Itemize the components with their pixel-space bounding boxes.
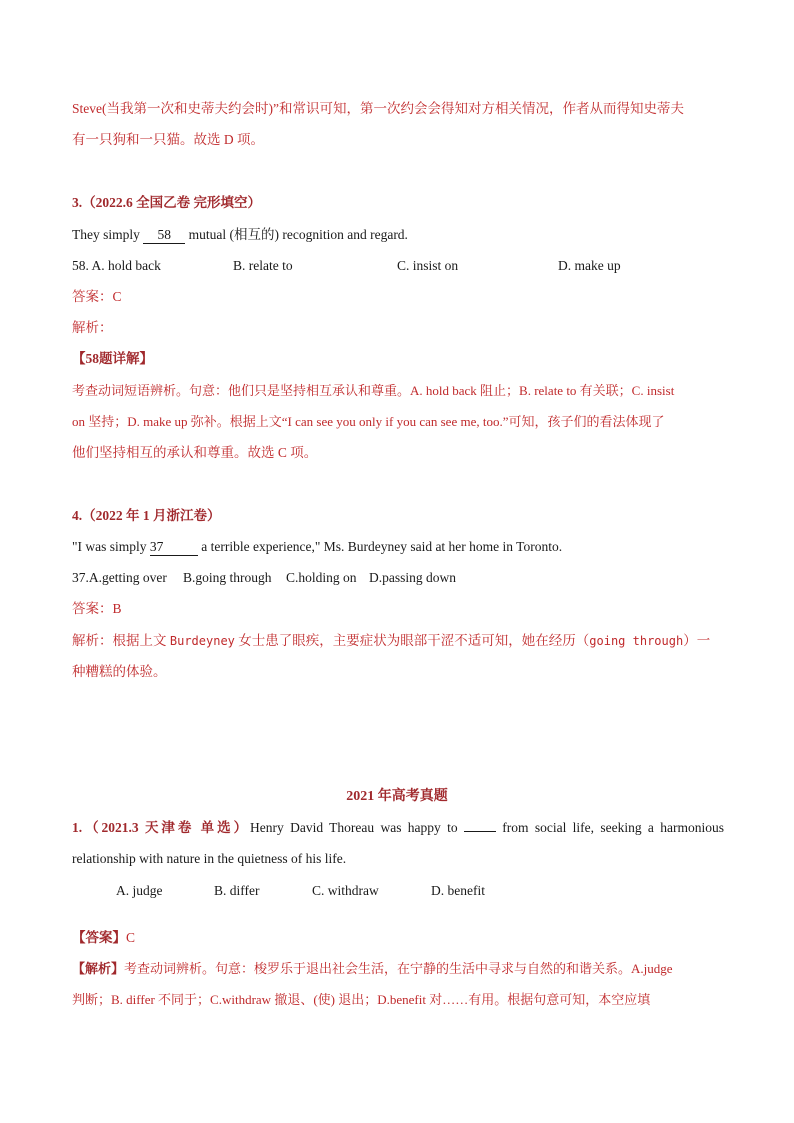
q3-header: 3.（2022.6 全国乙卷 完形填空）: [72, 195, 261, 210]
q3-detail-line-2: on 坚持；D. make up 弥补。根据上文“I can see you only if you can see me, too.”可知，孩子们的看法体现了: [72, 414, 665, 429]
option-withdraw: C. withdraw: [312, 883, 379, 898]
section-2021-title: 2021 年高考真题: [346, 789, 448, 804]
q4-analysis-line-1: 解析：根据上文 Burdeyney 女士患了眼疾，主要症状为眼部干涩不适可知，她在经历（going through）一: [72, 633, 711, 648]
q4-option-d: D.passing down: [369, 570, 456, 585]
option-judge: A. judge: [116, 883, 163, 898]
section-2021-q1-line-1: 1.（2021.3 天津卷 单选）Henry David Thoreau was happy to from social life, seeking a harmonious: [72, 820, 724, 835]
top-en-text: Steve: [72, 101, 102, 116]
q3-number-option-a: 58. A. hold back: [72, 258, 161, 273]
section-2021-answer: 【答案】C: [72, 930, 136, 945]
section-2021-q1-line-2: relationship with nature in the quietness of his life.: [72, 851, 347, 866]
q4-option-b: B.going through: [183, 570, 272, 585]
q3-option-b: B. relate to: [233, 258, 293, 273]
top-analysis-line-2: 有一只狗和一只猫。故选 D 项。: [72, 132, 264, 147]
q4-option-a: 37.A.getting over: [72, 570, 167, 585]
section-2021-analysis-line-1: 【解析】考查动词辨析。句意：梭罗乐于退出社会生活，在宁静的生活中寻求与自然的和谐关系。A.judge: [72, 961, 673, 976]
q3-blank: 58: [143, 226, 185, 244]
top-analysis-line-1: [72, 99, 724, 119]
q3-option-c: C. insist on: [397, 258, 459, 273]
q3-detail-line-1: 考查动词短语辨析。句意：他们只是坚持相互承认和尊重。A. hold back 阻止；B. relate to 有关联；C. insist: [72, 383, 675, 398]
q4-header: 4.（2022 年 1 月浙江卷）: [72, 508, 221, 523]
q3-analysis-label: 解析：: [72, 320, 113, 335]
q3-option-d: D. make up: [558, 258, 621, 273]
q3-answer: 答案：C: [72, 289, 122, 304]
q4-analysis-line-2: 种糟糕的体验。: [72, 664, 167, 679]
top-zh-text: (当我第一次和史蒂夫约会时)”和常识可知，第一次约会会得知对方相关情况，作者从而得知史蒂夫: [102, 101, 684, 116]
option-differ: B. differ: [214, 883, 260, 898]
section-2021-analysis-line-2: 判断；B. differ 不同于；C.withdraw 撤退、(使) 退出；D.benefit 对……有用。根据句意可知，本空应填: [72, 992, 651, 1007]
q4-blank: 37: [150, 538, 198, 556]
option-benefit: D. benefit: [431, 883, 485, 898]
q3-detail-header: 【58题详解】: [72, 351, 153, 366]
q4-sentence: "I was simply 37 a terrible experience," Ms. Burdeyney said at her home in Toronto.: [72, 539, 563, 554]
section-2021-q1-blank: [464, 831, 496, 832]
q3-detail-line-3: 他们坚持相互的承认和尊重。故选 C 项。: [72, 445, 318, 460]
q3-sentence: They simply 58 mutual (相互的) recognition and regard.: [72, 227, 408, 242]
q4-option-c: C.holding on: [286, 570, 357, 585]
q4-answer: 答案：B: [72, 601, 122, 616]
